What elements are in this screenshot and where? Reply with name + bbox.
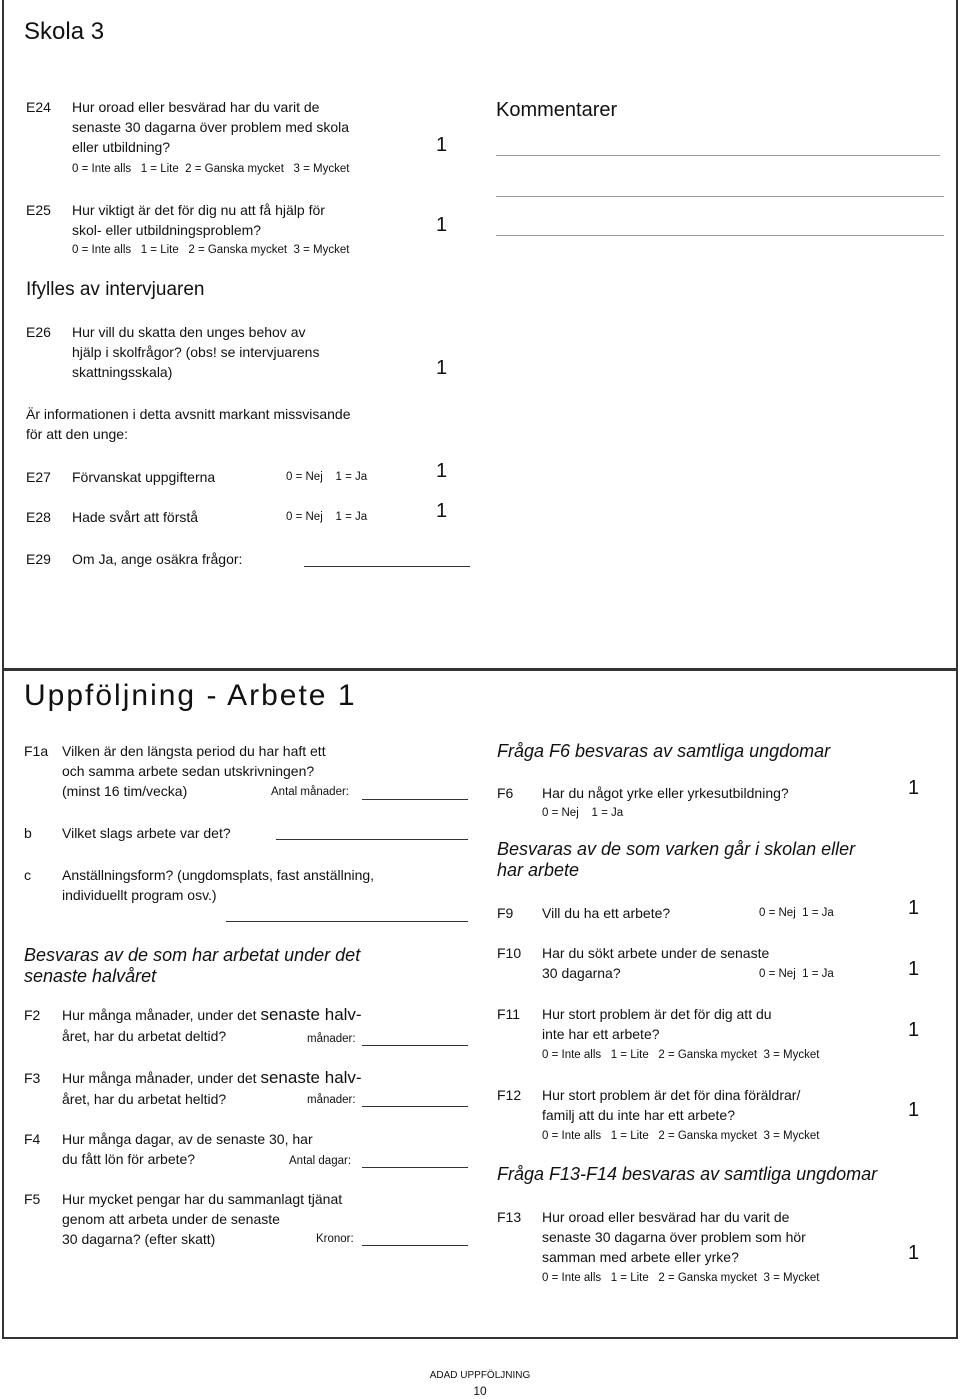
field-label: Kronor: [316, 1233, 354, 1245]
question-text: Hur många dagar, av de senaste 30, har du fått lön för arbete? [62, 1131, 313, 1167]
answer-value[interactable]: 1 [908, 1019, 920, 1041]
question-code: F4 [24, 1131, 41, 1147]
answer-line[interactable] [226, 921, 468, 922]
answer-line[interactable] [362, 1245, 468, 1246]
answer-options: 0 = Nej 1 = Ja [286, 511, 368, 523]
answer-line[interactable] [304, 566, 470, 567]
question-text: Har du sökt arbete under de senaste 30 dagarna? [542, 945, 770, 981]
answer-line[interactable] [362, 1106, 468, 1107]
field-label: månader: [307, 1094, 356, 1106]
question-text: Hur stort problem är det för dina föräldrar/ familj att du inte har ett arbete? [542, 1087, 801, 1123]
question-text: Hur vill du skatta den unges behov av hjälp i skolfrågor? (obs! se intervjuarens skattningsskala) [72, 324, 320, 380]
question-code: F12 [497, 1087, 522, 1103]
answer-scale: 0 = Inte alls 1 = Lite 2 = Ganska mycket 3 = Mycket [542, 1130, 820, 1142]
answer-scale: 0 = Inte alls 1 = Lite 2 = Ganska mycket 3 = Mycket [72, 244, 350, 256]
question-code: F13 [497, 1209, 522, 1225]
question-text: Hade svårt att förstå [72, 509, 199, 525]
answer-options: 0 = Nej 1 = Ja [759, 968, 834, 980]
answer-value[interactable]: 1 [908, 958, 920, 980]
question-code: E26 [26, 324, 51, 340]
answer-options: 0 = Nej 1 = Ja [759, 907, 834, 919]
page-number: 10 [473, 1384, 487, 1398]
answer-line[interactable] [362, 1045, 468, 1046]
skola-panel [2, 0, 958, 670]
comments-heading: Kommentarer [496, 99, 618, 121]
info-question: Är informationen i detta avsnitt markant missvisande för att den unge: [26, 406, 351, 442]
question-code: b [24, 825, 32, 841]
answer-value[interactable]: 1 [908, 777, 920, 799]
comment-line[interactable] [496, 155, 940, 156]
field-label: månader: [307, 1033, 356, 1045]
section-heading: Fråga F13-F14 besvaras av samtliga ungdomar [497, 1164, 878, 1184]
question-code: F1a [24, 743, 49, 759]
answer-value[interactable]: 1 [908, 1242, 920, 1264]
question-code: F3 [24, 1070, 41, 1086]
question-text: Vill du ha ett arbete? [542, 905, 671, 921]
answer-value[interactable]: 1 [436, 357, 448, 379]
answer-line[interactable] [276, 839, 468, 840]
comment-line[interactable] [496, 196, 944, 197]
question-text: Anställningsform? (ungdomsplats, fast anställning, individuellt program osv.) [62, 867, 375, 903]
question-text: Hur många månader, under det senaste halv- året, har du arbetat heltid? [62, 1068, 362, 1107]
question-code: c [24, 867, 31, 883]
comment-line[interactable] [496, 235, 944, 236]
question-text: Har du något yrke eller yrkesutbildning? [542, 785, 789, 801]
page-title: Skola 3 [24, 18, 105, 45]
answer-options: 0 = Nej 1 = Ja [542, 807, 624, 819]
question-code: F6 [497, 785, 514, 801]
question-code: F2 [24, 1007, 41, 1023]
answer-scale: 0 = Inte alls 1 = Lite 2 = Ganska mycket 3 = Mycket [542, 1272, 820, 1284]
question-code: F5 [24, 1191, 41, 1207]
answer-line[interactable] [362, 1167, 468, 1168]
answer-options: 0 = Nej 1 = Ja [286, 471, 368, 483]
question-text: Hur oroad eller besvärad har du varit de senaste 30 dagarna över problem som hör samman med arbete eller yrke? [542, 1209, 806, 1265]
question-code: E25 [26, 202, 51, 218]
answer-line[interactable] [362, 799, 468, 800]
field-label: Antal månader: [271, 786, 349, 798]
question-text: Hur viktigt är det för dig nu att få hjälp för skol- eller utbildningsproblem? [72, 202, 325, 238]
section-heading: Besvaras av de som har arbetat under det senaste halvåret [24, 945, 361, 986]
section-title: Uppföljning - Arbete 1 [24, 679, 357, 712]
question-text: Förvanskat uppgifterna [72, 469, 216, 485]
answer-value[interactable]: 1 [908, 1099, 920, 1121]
question-code: F10 [497, 945, 522, 961]
question-text: Vilken är den längsta period du har haft ett och samma arbete sedan utskrivningen? (minst 16 tim/vecka) [62, 743, 326, 799]
question-text: Hur mycket pengar har du sammanlagt tjänat genom att arbeta under de senaste 30 dagarna? (efter skatt) [62, 1191, 343, 1247]
answer-value[interactable]: 1 [436, 460, 448, 482]
question-text: Om Ja, ange osäkra frågor: [72, 551, 243, 567]
question-code: E24 [26, 99, 51, 115]
question-code: E27 [26, 469, 51, 485]
answer-value[interactable]: 1 [908, 897, 920, 919]
question-code: F11 [497, 1006, 521, 1022]
answer-scale: 0 = Inte alls 1 = Lite 2 = Ganska mycket 3 = Mycket [542, 1049, 820, 1061]
arbete-panel [2, 669, 958, 1339]
question-text: Hur stort problem är det för dig att du inte har ett arbete? [542, 1006, 772, 1042]
question-text: Hur många månader, under det senaste halv- året, har du arbetat deltid? [62, 1005, 362, 1044]
footer-label: ADAD UPPFÖLJNING [429, 1370, 531, 1381]
question-code: E28 [26, 509, 51, 525]
question-text: Hur oroad eller besvärad har du varit de senaste 30 dagarna över problem med skola eller utbildning? [72, 99, 350, 155]
answer-scale: 0 = Inte alls 1 = Lite 2 = Ganska mycket 3 = Mycket [72, 163, 350, 175]
question-text: Vilket slags arbete var det? [62, 825, 231, 841]
question-code: E29 [26, 551, 51, 567]
question-code: F9 [497, 905, 514, 921]
section-heading: Besvaras av de som varken går i skolan eller har arbete [497, 839, 856, 880]
section-heading: Fråga F6 besvaras av samtliga ungdomar [497, 741, 831, 761]
field-label: Antal dagar: [289, 1155, 352, 1167]
answer-value[interactable]: 1 [436, 214, 448, 236]
section-heading: Ifylles av intervjuaren [26, 279, 205, 300]
answer-value[interactable]: 1 [436, 134, 448, 156]
answer-value[interactable]: 1 [436, 500, 448, 522]
